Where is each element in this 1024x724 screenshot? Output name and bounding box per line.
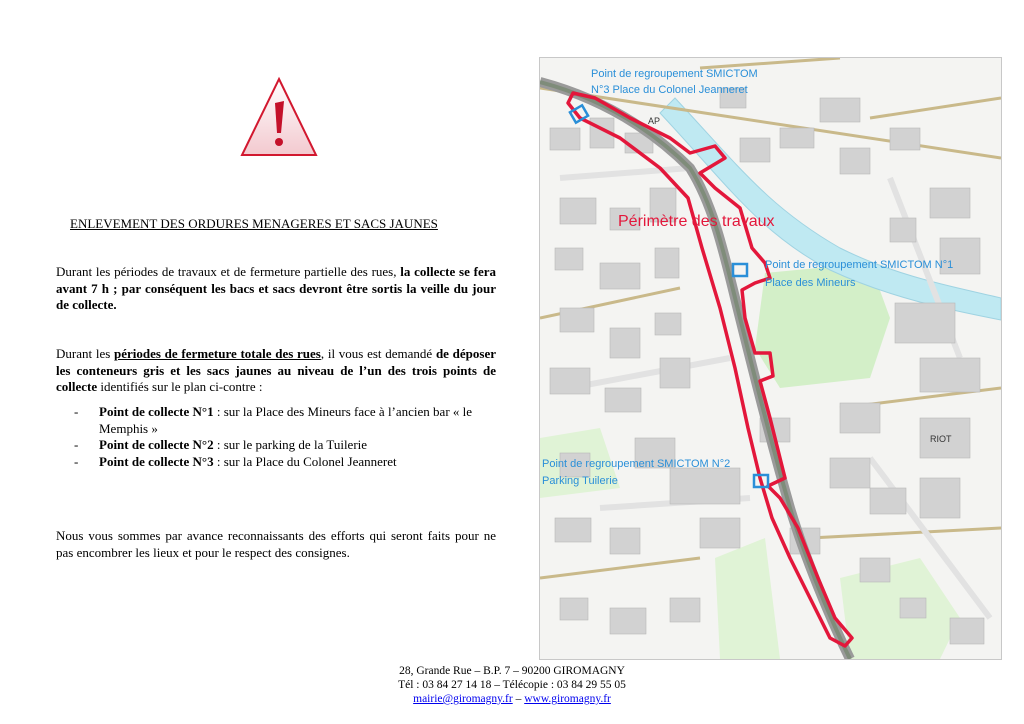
collection-points-list xyxy=(74,404,504,470)
paragraph-partial-closure: Durant les périodes de travaux et de fermeture partielle des rues, la collecte se fera avant 7 h ; par conséquent les bacs et sacs devront être sortis la veille du jour de collecte. xyxy=(56,264,496,312)
list-item: - Point de collecte N°1 : sur la Place des Mineurs face à l’ancien bar « le Memphis » xyxy=(74,404,473,436)
map-label-riot: RIOT xyxy=(930,434,952,444)
paragraph-total-closure: Durant les périodes de fermeture totale des rues, il vous est demandé de déposer les conteneurs gris et les sacs jaunes au niveau de l’un des trois points de collecte identifiés sur le plan ci-contre : xyxy=(56,346,496,394)
page-heading: ENLEVEMENT DES ORDURES MENAGERES ET SACS JAUNES xyxy=(70,216,438,231)
footer-links: mairie@giromagny.fr – www.giromagny.fr xyxy=(413,693,611,705)
point2-label-line2: Parking Tuilerie xyxy=(542,475,618,487)
point1-label-line2: Place des Mineurs xyxy=(765,277,856,289)
point3-label-line2: N°3 Place du Colonel Jeanneret xyxy=(591,84,748,96)
works-map xyxy=(539,57,1002,660)
perimeter-label: Périmètre des travaux xyxy=(618,213,775,230)
email-link[interactable]: mairie@giromagny.fr xyxy=(413,693,513,705)
paragraph-thanks: Nous vous sommes par avance reconnaissants des efforts qui seront faits pour ne pas encombrer les lieux et pour le respect des consignes. xyxy=(56,528,496,560)
warning-icon xyxy=(238,75,320,161)
website-link[interactable]: www.giromagny.fr xyxy=(524,693,611,705)
list-item: - Point de collecte N°2 : sur le parking de la Tuilerie xyxy=(74,437,368,452)
map-label-ap: AP xyxy=(648,116,661,126)
point2-label-line1: Point de regroupement SMICTOM N°2 xyxy=(542,458,731,470)
point3-label-line1: Point de regroupement SMICTOM xyxy=(591,68,758,80)
list-item: - Point de collecte N°3 : sur la Place du Colonel Jeanneret xyxy=(74,453,397,469)
footer-phone: Tél : 03 84 27 14 18 – Télécopie : 03 84 29 55 05 xyxy=(398,679,626,691)
footer xyxy=(300,664,724,706)
point1-label-line1: Point de regroupement SMICTOM N°1 xyxy=(765,259,954,271)
footer-address: 28, Grande Rue – B.P. 7 – 90200 GIROMAGNY xyxy=(399,665,625,677)
